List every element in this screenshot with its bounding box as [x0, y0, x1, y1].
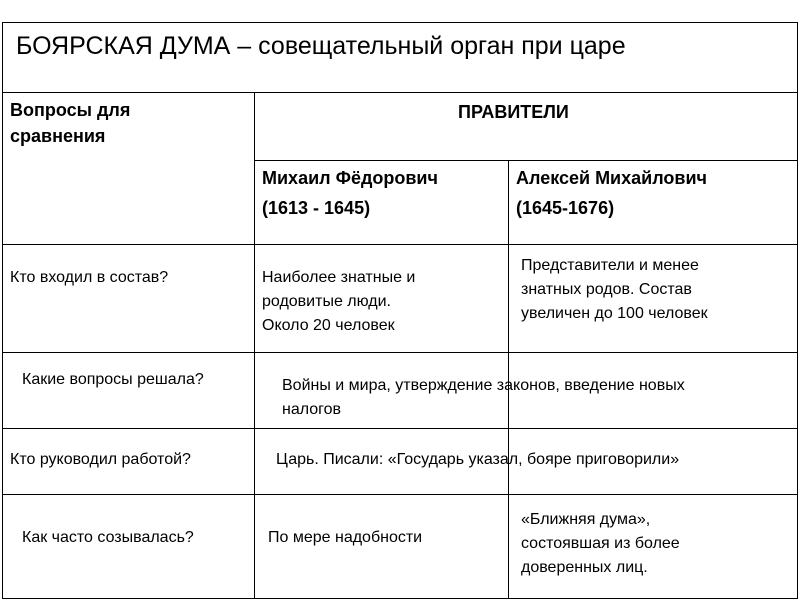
row3-question: Кто руководил работой?: [10, 451, 191, 468]
row2-bottom-border: [2, 428, 798, 429]
row4-ruler2-line1: «Ближняя дума»,: [521, 511, 651, 528]
row2-shared-line1: Войны и мира, утверждение законов, введение новых: [282, 377, 685, 394]
row3-bottom-border: [2, 494, 798, 495]
title-bottom-border: [2, 92, 798, 93]
ruler2-name: Алексей Михайлович: [516, 168, 707, 188]
table-right-border: [797, 22, 798, 599]
table-top-border: [2, 22, 798, 23]
rulers-header-divider: [254, 160, 798, 161]
ruler1-name: Михаил Фёдорович: [262, 168, 438, 188]
row4-ruler1-line1: По мере надобности: [268, 529, 423, 546]
compare-header-line1: Вопросы для: [10, 100, 131, 120]
slide-title: БОЯРСКАЯ ДУМА – совещательный орган при царе: [16, 32, 626, 60]
row4-ruler2-line3: доверенных лиц.: [521, 559, 648, 576]
row1-ruler2-line2: знатных родов. Состав: [521, 281, 692, 298]
row3-shared-line1: Царь. Писали: «Государь указал, бояре приговорили»: [276, 451, 680, 468]
row1-ruler1-line1: Наиболее знатные и: [262, 269, 416, 286]
row1-ruler1-line2: родовитые люди.: [262, 293, 391, 310]
question-column-divider: [254, 92, 255, 599]
row2-shared-line2: налогов: [282, 401, 342, 418]
row1-ruler2-line1: Представители и менее: [521, 257, 699, 274]
table-left-border: [2, 22, 3, 599]
row1-ruler1-line3: Около 20 человек: [262, 317, 395, 334]
header-bottom-border: [2, 244, 798, 245]
row1-question: Кто входил в состав?: [10, 269, 169, 286]
row4-ruler2-line2: состоявшая из более: [521, 535, 680, 552]
table-bottom-border: [2, 598, 798, 599]
rulers-header: ПРАВИТЕЛИ: [458, 102, 569, 122]
row1-ruler2-line3: увеличен до 100 человек: [521, 305, 708, 322]
row4-question: Как часто созывалась?: [22, 529, 194, 546]
row1-bottom-border: [2, 352, 798, 353]
row2-question: Какие вопросы решала?: [22, 371, 204, 388]
ruler2-years: (1645-1676): [516, 198, 615, 218]
compare-header-line2: сравнения: [10, 126, 106, 146]
ruler1-years: (1613 - 1645): [262, 198, 371, 218]
